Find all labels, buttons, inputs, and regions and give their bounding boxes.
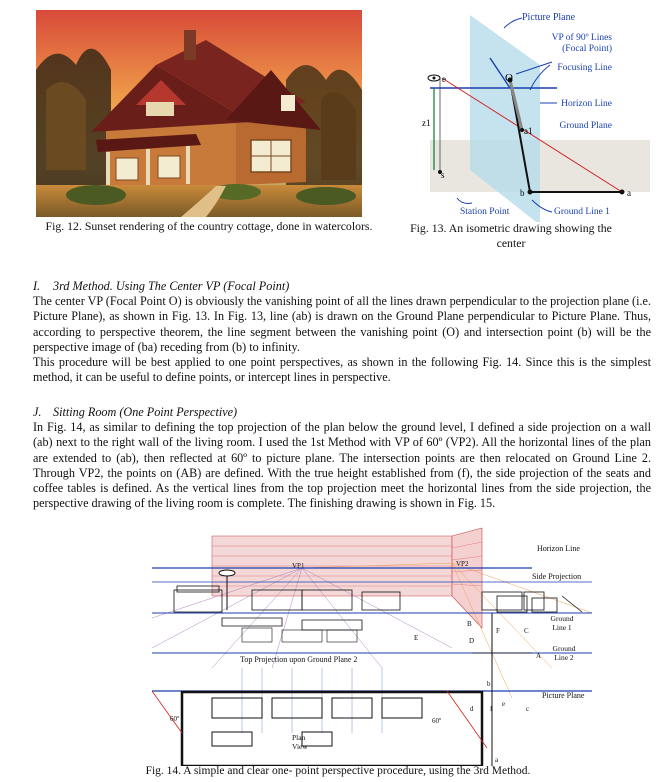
fig13-label-focusing-line: Focusing Line [557,63,612,73]
cottage-watercolor-image [36,10,362,217]
section-i-heading: I. 3rd Method. Using The Center VP (Focal Point) [33,279,290,293]
section-j-heading: J. Sitting Room (One Point Perspective) [33,405,238,419]
figure-14-caption: Fig. 14. A simple and clear one- point perspective procedure, using the 3rd Method. [145,765,531,777]
fig14-point-C: C [524,627,529,635]
fig13-point-o: O [505,72,513,84]
fig13-point-s: s [441,170,445,180]
section-i-paragraph-2: This procedure will be best applied to one point perspectives, as shown in the following Fig. 14. Since this is the simplest method, it can be useful to define points, or intercept lines in perspective. [33,355,651,385]
fig14-label-vp2: VP2 [456,560,469,568]
fig14-label-angle-left: 60º [170,715,180,723]
fig14-point-b: b [487,680,491,688]
fig14-label-horizon-line: Horizon Line [537,544,580,553]
fig13-label-ground-line-1: Ground Line 1 [554,207,610,217]
fig14-point-E: E [414,634,419,642]
fig14-label-ground-line-2a: Ground [552,644,576,653]
figure-13-caption [404,221,618,251]
section-j [33,405,651,511]
fig14-point-f: f [490,705,493,713]
fig14-point-e: e [502,700,506,708]
fig14-point-B: B [467,620,472,628]
fig13-point-b: b [520,188,525,198]
fig14-label-picture-plane: Picture Plane [542,691,585,700]
section-i [33,279,651,385]
section-i-paragraph-1: The center VP (Focal Point O) is obviously the vanishing point of all the lines drawn perpendicular to the projection plane (i.e. Picture Plane), as shown in Fig. 13. In Fig. 13, line (ab) is drawn on the Ground Plane perpendicular to Picture Plane. Thus, according to perspective theorem, the line segment between the vanishing point (O) and intersection point (b) will be the perspective image of (ba) receding from (b) to infinity. [33,294,651,354]
fig14-label-side-projection: Side Projection [532,572,582,581]
fig14-point-A: A [536,652,542,660]
figure-12-caption: Fig. 12. Sunset rendering of the country cottage, done in watercolors. [45,219,373,233]
fig13-point-e: e [442,74,446,84]
fig14-point-a: a [495,756,499,764]
fig13-point-a1: a1 [524,126,533,136]
section-j-paragraph: In Fig. 14, as similar to defining the top projection of the plan below the ground level, I defined a side projection on a wall (ab) next to the right wall of the living room. I used the 1st Method with VP of 60º (VP2). All the horizontal lines of the plan are extended to (ab), then reflected at 60º to picture plane. The intersection points are then relocated on Ground Line 2. Through VP2, the points on (AB) are defined. With the true height established from (f), the side projection of the seats and coffee tables is defined. As the vertical lines from the top projection meet the horizontal lines from the side projection, the perspective drawing of the living room is complete. The finishing drawing is shown in Fig. 15. [33,420,651,511]
fig14-label-ground-line-1a: Ground [550,614,574,623]
fig14-label-ground-line-2b: Line 2 [554,653,574,662]
figure-13-caption-line1: Fig. 13. An isometric drawing showing the [410,221,612,235]
fig14-label-top-projection: Top Projection upon Ground Plane 2 [240,655,358,664]
fig13-point-z1: z1 [422,118,431,128]
fig13-label-ground-plane: Ground Plane [559,121,612,131]
fig13-label-picture-plane: Picture Plane [522,12,576,23]
fig14-point-F: F [496,627,500,635]
fig14-point-c: c [526,705,530,713]
fig14-label-vp1: VP1 [292,562,305,570]
fig13-label-station-point: Station Point [460,207,510,217]
fig13-label-focal-point: (Focal Point) [562,44,612,54]
one-point-perspective-diagram [152,518,604,766]
fig14-point-d: d [470,705,474,713]
fig13-label-horizon-line: Horizon Line [561,99,612,109]
fig14-point-D: D [469,637,475,645]
fig14-label-view: View [292,742,308,751]
isometric-center-vp-diagram [412,0,660,222]
fig14-label-plan: Plan [292,733,306,742]
fig13-label-vp90: VP of 90º Lines [551,33,612,43]
fig14-label-angle-right: 60º [432,717,442,725]
figure-13-caption-line2: center [496,236,526,250]
fig13-point-a: a [627,188,631,198]
fig14-label-ground-line-1b: Line 1 [552,623,572,632]
